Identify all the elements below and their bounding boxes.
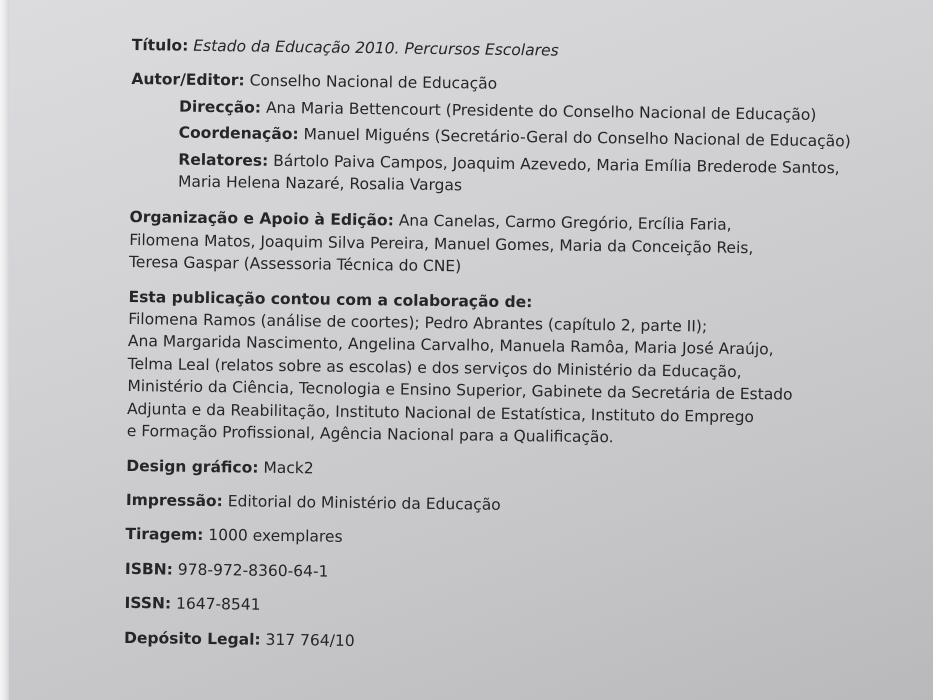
issn-row (124, 592, 914, 625)
issn-value: 1647-8541 (175, 594, 261, 614)
deposito-label: Depósito Legal: (123, 628, 261, 649)
impressao-value: Editorial do Ministério da Educação (227, 492, 501, 514)
organizacao-line-3: Teresa Gaspar (Assessoria Técnica do CNE) (128, 253, 462, 276)
design-value: Mack2 (263, 458, 314, 477)
titulo-value: Estado da Educação 2010. Percursos Escolares (193, 36, 559, 60)
deposito-value: 317 764/10 (265, 630, 355, 650)
page-edge-strip (0, 0, 9, 700)
coordenacao-label: Coordenação: (178, 123, 299, 144)
tiragem-row (125, 523, 915, 556)
colaboracao-heading: Esta publicação contou com a colaboração de: (128, 287, 533, 311)
relatores-label: Relatores: (178, 150, 269, 170)
isbn-value: 978-972-8360-64-1 (177, 560, 329, 581)
design-row (126, 454, 916, 487)
coordenacao-value: Manuel Miguéns (Secretário-Geral do Conselho Nacional de Educação) (303, 125, 851, 151)
colophon-text (124, 34, 922, 659)
colaboracao-line: e Formação Profissional, Agência Nacional para a Qualificação. (126, 422, 614, 447)
colaboracao-line: Ministério da Ciência, Tecnologia e Ensino Superior, Gabinete da Secretária de Estado (127, 377, 793, 404)
deposito-row (124, 626, 914, 659)
direccao-value: Ana Maria Bettencourt (Presidente do Conselho Nacional de Educação) (265, 98, 817, 124)
organizacao-line-2: Filomena Matos, Joaquim Silva Pereira, Manuel Gomes, Maria da Conceição Reis, (129, 230, 754, 257)
colaboracao-line: Adjunta e da Reabilitação, Instituto Nacional de Estatística, Instituto do Emprego (126, 399, 755, 426)
titulo-label: Título: (131, 35, 189, 55)
autor-value: Conselho Nacional de Educação (249, 71, 498, 94)
colaboracao-line: Telma Leal (relatos sobre as escolas) e dos serviços do Ministério da Educação, (127, 354, 742, 381)
impressao-label: Impressão: (125, 490, 223, 511)
direccao-label: Direcção: (178, 97, 262, 117)
isbn-label: ISBN: (124, 559, 174, 579)
relatores-line-2: Maria Helena Nazaré, Rosalia Vargas (177, 172, 463, 195)
colaboracao-line: Filomena Ramos (análise de coortes); Pedro Abrantes (capítulo 2, parte II); (128, 310, 708, 336)
tiragem-value: 1000 exemplares (208, 526, 343, 547)
titulo-row (132, 34, 922, 67)
organizacao-line-1: Ana Canelas, Carmo Gregório, Ercília Faria, (398, 211, 732, 235)
design-label: Design gráfico: (126, 456, 259, 477)
colaboracao-line: Ana Margarida Nascimento, Angelina Carvalho, Manuela Ramôa, Maria José Araújo, (127, 332, 774, 359)
autor-label: Autor/Editor: (131, 70, 245, 90)
isbn-row (125, 558, 915, 591)
relatores-line-1: Bártolo Paiva Campos, Joaquim Azevedo, Maria Emília Brederode Santos, (273, 151, 840, 177)
impressao-row (126, 489, 916, 522)
issn-label: ISSN: (124, 594, 172, 613)
tiragem-label: Tiragem: (125, 525, 204, 545)
organizacao-label: Organização e Apoio à Edição: (129, 208, 394, 230)
